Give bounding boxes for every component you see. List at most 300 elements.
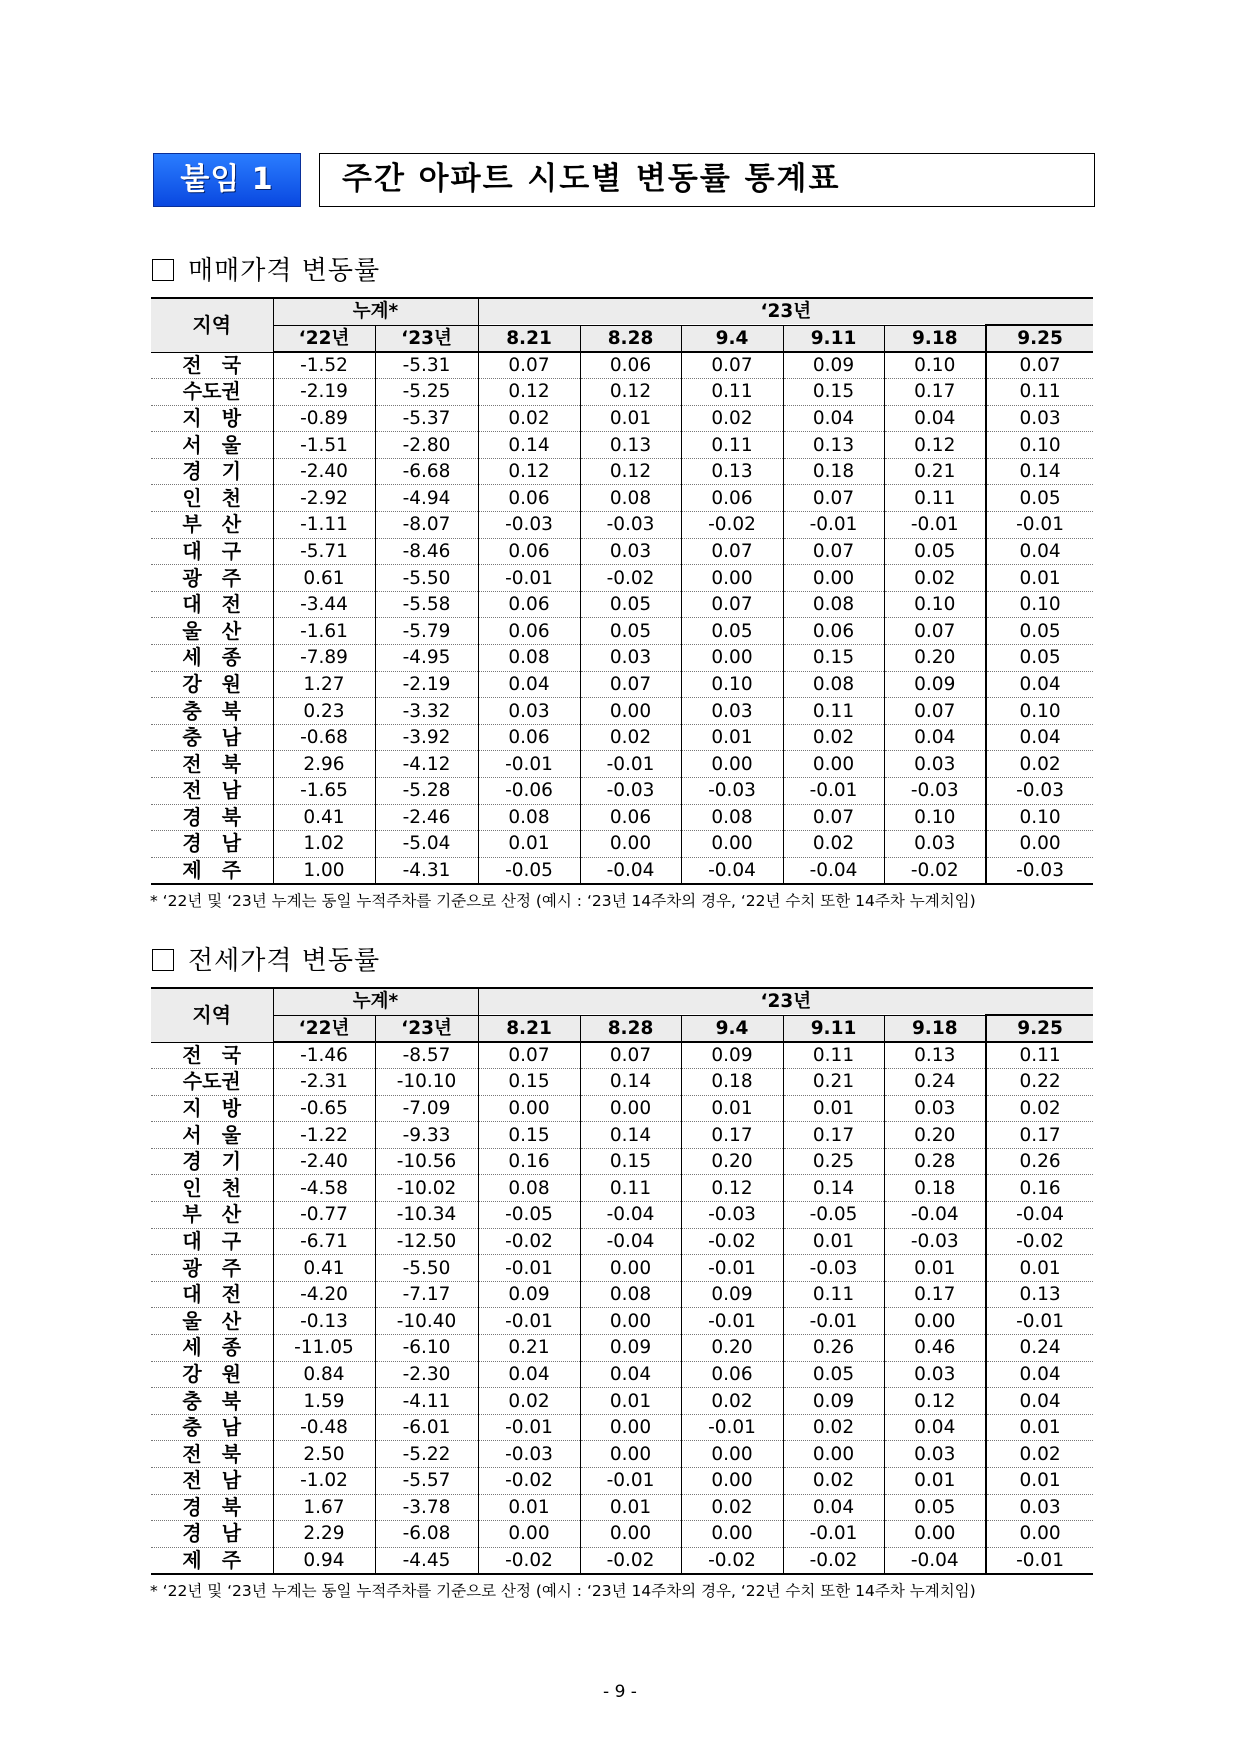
cumulative-value-cell: 2.96 bbox=[273, 751, 375, 778]
weekly-value-cell: -0.01 bbox=[478, 1255, 580, 1282]
weekly-value-cell: 0.00 bbox=[478, 1521, 580, 1548]
weekly-value-cell: 0.03 bbox=[884, 751, 986, 778]
region-cell: 경 남 bbox=[151, 831, 273, 858]
weekly-value-cell: 0.04 bbox=[986, 1361, 1093, 1388]
table-row bbox=[151, 724, 1093, 751]
cum-year-header: ‘23년 bbox=[375, 1015, 478, 1042]
weekly-value-cell: -0.05 bbox=[783, 1202, 884, 1229]
weekly-value-cell: 0.03 bbox=[884, 831, 986, 858]
weekly-value-cell: -0.02 bbox=[986, 1228, 1093, 1255]
weekly-value-cell: 0.04 bbox=[884, 724, 986, 751]
weekly-value-cell: 0.01 bbox=[783, 1228, 884, 1255]
weekly-value-cell: 0.08 bbox=[580, 1281, 681, 1308]
weekly-value-cell: -0.03 bbox=[986, 857, 1093, 884]
region-cell: 수도권 bbox=[151, 379, 273, 406]
weekly-value-cell: 0.14 bbox=[580, 1122, 681, 1149]
week-header: 9.18 bbox=[884, 325, 986, 352]
cumulative-value-cell: -0.68 bbox=[273, 724, 375, 751]
weekly-value-cell: 0.05 bbox=[986, 618, 1093, 645]
weekly-value-cell: 0.05 bbox=[681, 618, 783, 645]
weekly-value-cell: -0.01 bbox=[681, 1255, 783, 1282]
region-cell: 충 북 bbox=[151, 698, 273, 725]
weekly-value-cell: 0.18 bbox=[681, 1069, 783, 1096]
region-header: 지역 bbox=[151, 988, 273, 1042]
weekly-value-cell: 0.08 bbox=[478, 804, 580, 831]
weekly-value-cell: 0.07 bbox=[478, 1042, 580, 1069]
cumulative-value-cell: -2.19 bbox=[273, 379, 375, 406]
weekly-value-cell: 0.03 bbox=[986, 405, 1093, 432]
table-row bbox=[151, 1547, 1093, 1574]
weekly-value-cell: 0.06 bbox=[783, 618, 884, 645]
region-cell: 충 남 bbox=[151, 1414, 273, 1441]
cumulative-value-cell: -10.56 bbox=[375, 1148, 478, 1175]
weekly-value-cell: 0.08 bbox=[783, 591, 884, 618]
cumulative-value-cell: -3.44 bbox=[273, 591, 375, 618]
weekly-value-cell: 0.07 bbox=[681, 352, 783, 379]
weekly-value-cell: 0.17 bbox=[884, 379, 986, 406]
cumulative-value-cell: 2.29 bbox=[273, 1521, 375, 1548]
weekly-value-cell: 0.10 bbox=[884, 591, 986, 618]
table-row bbox=[151, 352, 1093, 379]
weekly-value-cell: 0.28 bbox=[884, 1148, 986, 1175]
weekly-value-cell: 0.17 bbox=[783, 1122, 884, 1149]
weekly-value-cell: -0.06 bbox=[478, 778, 580, 805]
table-row bbox=[151, 831, 1093, 858]
weekly-value-cell: 0.10 bbox=[884, 352, 986, 379]
table-row bbox=[151, 1042, 1093, 1069]
cumulative-value-cell: -10.34 bbox=[375, 1202, 478, 1229]
weekly-value-cell: 0.08 bbox=[580, 485, 681, 512]
table-row bbox=[151, 1148, 1093, 1175]
weekly-value-cell: 0.04 bbox=[783, 405, 884, 432]
region-cell: 광 주 bbox=[151, 565, 273, 592]
weekly-value-cell: 0.01 bbox=[580, 1388, 681, 1415]
table-row bbox=[151, 1228, 1093, 1255]
table-row bbox=[151, 1202, 1093, 1229]
region-cell: 경 기 bbox=[151, 1148, 273, 1175]
cumulative-value-cell: -7.09 bbox=[375, 1095, 478, 1122]
attachment-badge: 붙임 1 bbox=[153, 153, 301, 207]
sale-section-label: 매매가격 변동률 bbox=[188, 256, 381, 286]
weekly-value-cell: -0.01 bbox=[580, 1468, 681, 1495]
weekly-value-cell: 0.00 bbox=[580, 1308, 681, 1335]
cumulative-value-cell: -8.07 bbox=[375, 512, 478, 539]
weekly-value-cell: 0.13 bbox=[884, 1042, 986, 1069]
cumulative-value-cell: 0.61 bbox=[273, 565, 375, 592]
region-cell: 충 북 bbox=[151, 1388, 273, 1415]
weekly-value-cell: -0.03 bbox=[884, 778, 986, 805]
weekly-value-cell: 0.09 bbox=[884, 671, 986, 698]
weekly-value-cell: 0.07 bbox=[986, 352, 1093, 379]
weekly-value-cell: 0.02 bbox=[986, 1441, 1093, 1468]
weekly-value-cell: 0.12 bbox=[884, 432, 986, 459]
cumulative-value-cell: -2.92 bbox=[273, 485, 375, 512]
cumulative-value-cell: -5.58 bbox=[375, 591, 478, 618]
region-cell: 대 전 bbox=[151, 1281, 273, 1308]
weekly-value-cell: 0.02 bbox=[681, 1388, 783, 1415]
weekly-value-cell: 0.00 bbox=[580, 1441, 681, 1468]
weekly-value-cell: 0.00 bbox=[580, 1255, 681, 1282]
weekly-value-cell: 0.00 bbox=[986, 831, 1093, 858]
weekly-value-cell: 0.15 bbox=[580, 1148, 681, 1175]
weekly-value-cell: -0.01 bbox=[783, 1308, 884, 1335]
weekly-value-cell: 0.05 bbox=[580, 618, 681, 645]
cumulative-value-cell: -10.02 bbox=[375, 1175, 478, 1202]
weekly-value-cell: 0.12 bbox=[580, 379, 681, 406]
weekly-value-cell: 0.01 bbox=[580, 405, 681, 432]
table-row bbox=[151, 1122, 1093, 1149]
cumulative-value-cell: 1.67 bbox=[273, 1494, 375, 1521]
weekly-value-cell: -0.03 bbox=[884, 1228, 986, 1255]
weekly-value-cell: 0.02 bbox=[478, 405, 580, 432]
cumulative-value-cell: -9.33 bbox=[375, 1122, 478, 1149]
table-header-row bbox=[151, 298, 1093, 325]
weekly-value-cell: 0.11 bbox=[783, 698, 884, 725]
sale-footnote: * ‘22년 및 ‘23년 누계는 동일 누적주차를 기준으로 산정 (예시 : ‘23년 14주차의 경우, ‘22년 수치 또한 14주차 누계치임) bbox=[150, 892, 976, 910]
cumulative-value-cell: -1.11 bbox=[273, 512, 375, 539]
cumulative-value-cell: -1.61 bbox=[273, 618, 375, 645]
weekly-value-cell: 0.06 bbox=[580, 352, 681, 379]
weekly-value-cell: 0.00 bbox=[783, 751, 884, 778]
weekly-value-cell: 0.04 bbox=[478, 671, 580, 698]
weekly-value-cell: 0.02 bbox=[884, 565, 986, 592]
weekly-value-cell: 0.14 bbox=[580, 1069, 681, 1096]
weekly-value-cell: 0.07 bbox=[783, 485, 884, 512]
weekly-value-cell: 0.10 bbox=[884, 804, 986, 831]
week-header: 8.28 bbox=[580, 1015, 681, 1042]
region-cell: 제 주 bbox=[151, 857, 273, 884]
cumulative-value-cell: -2.80 bbox=[375, 432, 478, 459]
table-row bbox=[151, 1095, 1093, 1122]
weekly-value-cell: 0.21 bbox=[478, 1335, 580, 1362]
weekly-value-cell: 0.12 bbox=[478, 458, 580, 485]
weekly-value-cell: 0.00 bbox=[681, 1468, 783, 1495]
table-row bbox=[151, 1069, 1093, 1096]
cumulative-value-cell: 1.00 bbox=[273, 857, 375, 884]
table-row bbox=[151, 1521, 1093, 1548]
cumulative-value-cell: -4.94 bbox=[375, 485, 478, 512]
cumulative-value-cell: -3.78 bbox=[375, 1494, 478, 1521]
table-row bbox=[151, 485, 1093, 512]
weekly-value-cell: 0.06 bbox=[478, 485, 580, 512]
region-cell: 서 울 bbox=[151, 1122, 273, 1149]
weekly-value-cell: 0.05 bbox=[884, 1494, 986, 1521]
cumulative-value-cell: -5.04 bbox=[375, 831, 478, 858]
weekly-value-cell: 0.10 bbox=[986, 591, 1093, 618]
weekly-value-cell: -0.01 bbox=[478, 1308, 580, 1335]
weekly-value-cell: 0.01 bbox=[478, 1494, 580, 1521]
weekly-value-cell: 0.10 bbox=[986, 698, 1093, 725]
weekly-value-cell: -0.01 bbox=[478, 1414, 580, 1441]
weekly-value-cell: 0.00 bbox=[580, 698, 681, 725]
cumulative-value-cell: -1.02 bbox=[273, 1468, 375, 1495]
weekly-value-cell: 0.02 bbox=[681, 1494, 783, 1521]
weekly-value-cell: -0.01 bbox=[986, 1308, 1093, 1335]
week-header-current: 9.25 bbox=[986, 325, 1093, 352]
weekly-value-cell: 0.20 bbox=[884, 645, 986, 672]
week-header-current: 9.25 bbox=[986, 1015, 1093, 1042]
table-row bbox=[151, 1414, 1093, 1441]
weekly-value-cell: 0.16 bbox=[986, 1175, 1093, 1202]
weekly-value-cell: 0.00 bbox=[681, 831, 783, 858]
weekly-value-cell: 0.12 bbox=[681, 1175, 783, 1202]
weekly-value-cell: 0.02 bbox=[681, 405, 783, 432]
cumulative-value-cell: -8.46 bbox=[375, 538, 478, 565]
region-cell: 대 전 bbox=[151, 591, 273, 618]
weekly-value-cell: 0.07 bbox=[783, 538, 884, 565]
weekly-value-cell: -0.04 bbox=[884, 1547, 986, 1574]
year-header: ‘23년 bbox=[478, 988, 1093, 1015]
weekly-value-cell: -0.02 bbox=[478, 1228, 580, 1255]
cumulative-value-cell: -10.10 bbox=[375, 1069, 478, 1096]
weekly-value-cell: 0.11 bbox=[884, 485, 986, 512]
cumulative-value-cell: -7.17 bbox=[375, 1281, 478, 1308]
weekly-value-cell: 0.03 bbox=[681, 698, 783, 725]
cumulative-value-cell: -0.77 bbox=[273, 1202, 375, 1229]
weekly-value-cell: 0.14 bbox=[986, 458, 1093, 485]
weekly-value-cell: 0.00 bbox=[783, 565, 884, 592]
weekly-value-cell: -0.04 bbox=[986, 1202, 1093, 1229]
cumulative-header: 누계* bbox=[273, 988, 478, 1015]
table-row bbox=[151, 804, 1093, 831]
page-header bbox=[153, 153, 1095, 207]
weekly-value-cell: 0.02 bbox=[783, 1414, 884, 1441]
weekly-value-cell: 0.09 bbox=[478, 1281, 580, 1308]
weekly-value-cell: 0.08 bbox=[783, 671, 884, 698]
weekly-value-cell: 0.09 bbox=[783, 352, 884, 379]
region-cell: 서 울 bbox=[151, 432, 273, 459]
region-cell: 울 산 bbox=[151, 618, 273, 645]
weekly-value-cell: 0.21 bbox=[783, 1069, 884, 1096]
weekly-value-cell: 0.07 bbox=[580, 671, 681, 698]
week-header: 8.28 bbox=[580, 325, 681, 352]
region-cell: 세 종 bbox=[151, 1335, 273, 1362]
cumulative-value-cell: -4.95 bbox=[375, 645, 478, 672]
weekly-value-cell: 0.01 bbox=[681, 1095, 783, 1122]
weekly-value-cell: 0.01 bbox=[986, 1414, 1093, 1441]
table-row bbox=[151, 1281, 1093, 1308]
region-cell: 전 북 bbox=[151, 751, 273, 778]
weekly-value-cell: -0.01 bbox=[580, 751, 681, 778]
weekly-value-cell: 0.00 bbox=[783, 1441, 884, 1468]
cumulative-value-cell: 1.27 bbox=[273, 671, 375, 698]
cumulative-value-cell: -5.50 bbox=[375, 1255, 478, 1282]
weekly-value-cell: 0.06 bbox=[580, 804, 681, 831]
weekly-value-cell: 0.00 bbox=[681, 645, 783, 672]
region-cell: 전 국 bbox=[151, 1042, 273, 1069]
weekly-value-cell: 0.17 bbox=[986, 1122, 1093, 1149]
cumulative-value-cell: 1.02 bbox=[273, 831, 375, 858]
weekly-value-cell: 0.00 bbox=[681, 565, 783, 592]
weekly-value-cell: 0.10 bbox=[986, 432, 1093, 459]
weekly-value-cell: 0.46 bbox=[884, 1335, 986, 1362]
cumulative-value-cell: -5.28 bbox=[375, 778, 478, 805]
weekly-value-cell: 0.00 bbox=[478, 1095, 580, 1122]
weekly-value-cell: 0.02 bbox=[986, 1095, 1093, 1122]
weekly-value-cell: -0.03 bbox=[478, 1441, 580, 1468]
weekly-value-cell: -0.04 bbox=[681, 857, 783, 884]
cumulative-value-cell: 1.59 bbox=[273, 1388, 375, 1415]
cumulative-value-cell: -1.22 bbox=[273, 1122, 375, 1149]
weekly-value-cell: 0.17 bbox=[681, 1122, 783, 1149]
weekly-value-cell: 0.04 bbox=[986, 671, 1093, 698]
cumulative-value-cell: -0.13 bbox=[273, 1308, 375, 1335]
weekly-value-cell: 0.01 bbox=[986, 1255, 1093, 1282]
weekly-value-cell: 0.09 bbox=[783, 1388, 884, 1415]
weekly-value-cell: 0.03 bbox=[884, 1441, 986, 1468]
cumulative-value-cell: -6.08 bbox=[375, 1521, 478, 1548]
page-number: - 9 - bbox=[603, 1682, 637, 1702]
cum-year-header: ‘23년 bbox=[375, 325, 478, 352]
cumulative-value-cell: -7.89 bbox=[273, 645, 375, 672]
weekly-value-cell: -0.02 bbox=[580, 565, 681, 592]
weekly-value-cell: 0.26 bbox=[986, 1148, 1093, 1175]
jeonse-rate-table bbox=[151, 987, 1093, 1575]
weekly-value-cell: -0.01 bbox=[783, 512, 884, 539]
weekly-value-cell: 0.26 bbox=[783, 1335, 884, 1362]
cumulative-value-cell: -5.22 bbox=[375, 1441, 478, 1468]
cumulative-value-cell: -11.05 bbox=[273, 1335, 375, 1362]
weekly-value-cell: -0.03 bbox=[580, 512, 681, 539]
table-row bbox=[151, 751, 1093, 778]
cumulative-value-cell: -1.65 bbox=[273, 778, 375, 805]
weekly-value-cell: 0.02 bbox=[783, 831, 884, 858]
weekly-value-cell: 0.01 bbox=[986, 565, 1093, 592]
table-row bbox=[151, 1255, 1093, 1282]
cumulative-value-cell: -1.46 bbox=[273, 1042, 375, 1069]
region-cell: 경 북 bbox=[151, 1494, 273, 1521]
weekly-value-cell: 0.11 bbox=[783, 1042, 884, 1069]
weekly-value-cell: 0.08 bbox=[478, 645, 580, 672]
cumulative-value-cell: -4.12 bbox=[375, 751, 478, 778]
weekly-value-cell: 0.18 bbox=[884, 1175, 986, 1202]
weekly-value-cell: -0.02 bbox=[478, 1547, 580, 1574]
week-header: 9.4 bbox=[681, 325, 783, 352]
weekly-value-cell: 0.10 bbox=[681, 671, 783, 698]
cumulative-value-cell: -5.31 bbox=[375, 352, 478, 379]
cumulative-value-cell: -3.92 bbox=[375, 724, 478, 751]
cumulative-value-cell: -6.01 bbox=[375, 1414, 478, 1441]
weekly-value-cell: 0.00 bbox=[986, 1521, 1093, 1548]
weekly-value-cell: 0.06 bbox=[478, 591, 580, 618]
weekly-value-cell: -0.01 bbox=[478, 565, 580, 592]
weekly-value-cell: -0.01 bbox=[681, 1308, 783, 1335]
cumulative-value-cell: -4.58 bbox=[273, 1175, 375, 1202]
cumulative-value-cell: -10.40 bbox=[375, 1308, 478, 1335]
weekly-value-cell: 0.15 bbox=[783, 379, 884, 406]
weekly-value-cell: 0.24 bbox=[986, 1335, 1093, 1362]
region-cell: 경 북 bbox=[151, 804, 273, 831]
weekly-value-cell: 0.02 bbox=[986, 751, 1093, 778]
weekly-value-cell: -0.02 bbox=[681, 1547, 783, 1574]
weekly-value-cell: 0.05 bbox=[986, 645, 1093, 672]
weekly-value-cell: 0.02 bbox=[783, 1468, 884, 1495]
weekly-value-cell: 0.00 bbox=[681, 1441, 783, 1468]
cumulative-value-cell: -4.31 bbox=[375, 857, 478, 884]
weekly-value-cell: 0.00 bbox=[681, 1521, 783, 1548]
table-row bbox=[151, 1468, 1093, 1495]
cumulative-value-cell: 0.41 bbox=[273, 1255, 375, 1282]
weekly-value-cell: 0.05 bbox=[783, 1361, 884, 1388]
weekly-value-cell: 0.13 bbox=[986, 1281, 1093, 1308]
cumulative-value-cell: -2.30 bbox=[375, 1361, 478, 1388]
weekly-value-cell: 0.00 bbox=[681, 751, 783, 778]
cum-year-header: ‘22년 bbox=[273, 325, 375, 352]
weekly-value-cell: 0.22 bbox=[986, 1069, 1093, 1096]
cum-year-header: ‘22년 bbox=[273, 1015, 375, 1042]
cumulative-value-cell: 0.41 bbox=[273, 804, 375, 831]
weekly-value-cell: 0.24 bbox=[884, 1069, 986, 1096]
weekly-value-cell: 0.04 bbox=[986, 724, 1093, 751]
cumulative-value-cell: -6.68 bbox=[375, 458, 478, 485]
cumulative-value-cell: -3.32 bbox=[375, 698, 478, 725]
table-row bbox=[151, 379, 1093, 406]
table-row bbox=[151, 1441, 1093, 1468]
checkbox-square-icon bbox=[152, 949, 174, 971]
weekly-value-cell: 0.08 bbox=[478, 1175, 580, 1202]
page-title: 주간 아파트 시도별 변동률 통계표 bbox=[319, 153, 1095, 207]
weekly-value-cell: 0.07 bbox=[580, 1042, 681, 1069]
cumulative-value-cell: -2.46 bbox=[375, 804, 478, 831]
region-cell: 대 구 bbox=[151, 538, 273, 565]
region-cell: 광 주 bbox=[151, 1255, 273, 1282]
weekly-value-cell: 0.11 bbox=[681, 432, 783, 459]
weekly-value-cell: -0.03 bbox=[681, 778, 783, 805]
table-subheader-row bbox=[151, 1015, 1093, 1042]
cumulative-value-cell: -0.65 bbox=[273, 1095, 375, 1122]
cumulative-value-cell: -4.45 bbox=[375, 1547, 478, 1574]
weekly-value-cell: 0.04 bbox=[478, 1361, 580, 1388]
weekly-value-cell: -0.01 bbox=[986, 1547, 1093, 1574]
table-row bbox=[151, 591, 1093, 618]
weekly-value-cell: 0.11 bbox=[986, 1042, 1093, 1069]
table-row bbox=[151, 1335, 1093, 1362]
weekly-value-cell: 0.09 bbox=[681, 1281, 783, 1308]
weekly-value-cell: 0.07 bbox=[681, 538, 783, 565]
cumulative-value-cell: -5.25 bbox=[375, 379, 478, 406]
region-cell: 부 산 bbox=[151, 512, 273, 539]
cumulative-value-cell: 0.23 bbox=[273, 698, 375, 725]
weekly-value-cell: 0.12 bbox=[478, 379, 580, 406]
region-header: 지역 bbox=[151, 298, 273, 352]
weekly-value-cell: 0.04 bbox=[580, 1361, 681, 1388]
weekly-value-cell: 0.00 bbox=[580, 831, 681, 858]
jeonse-section-label: 전세가격 변동률 bbox=[188, 946, 381, 976]
cumulative-value-cell: -5.37 bbox=[375, 405, 478, 432]
weekly-value-cell: 0.06 bbox=[681, 1361, 783, 1388]
weekly-value-cell: 0.11 bbox=[681, 379, 783, 406]
weekly-value-cell: 0.06 bbox=[478, 538, 580, 565]
weekly-value-cell: -0.03 bbox=[986, 778, 1093, 805]
week-header: 9.11 bbox=[783, 1015, 884, 1042]
year-header: ‘23년 bbox=[478, 298, 1093, 325]
region-cell: 지 방 bbox=[151, 1095, 273, 1122]
cumulative-value-cell: 2.50 bbox=[273, 1441, 375, 1468]
table-row bbox=[151, 645, 1093, 672]
weekly-value-cell: 0.03 bbox=[478, 698, 580, 725]
region-cell: 경 기 bbox=[151, 458, 273, 485]
weekly-value-cell: 0.08 bbox=[681, 804, 783, 831]
weekly-value-cell: 0.11 bbox=[986, 379, 1093, 406]
weekly-value-cell: 0.25 bbox=[783, 1148, 884, 1175]
weekly-value-cell: 0.13 bbox=[783, 432, 884, 459]
table-row bbox=[151, 1494, 1093, 1521]
region-cell: 제 주 bbox=[151, 1547, 273, 1574]
weekly-value-cell: 0.16 bbox=[478, 1148, 580, 1175]
cumulative-value-cell: -6.10 bbox=[375, 1335, 478, 1362]
table-row bbox=[151, 458, 1093, 485]
weekly-value-cell: 0.01 bbox=[580, 1494, 681, 1521]
